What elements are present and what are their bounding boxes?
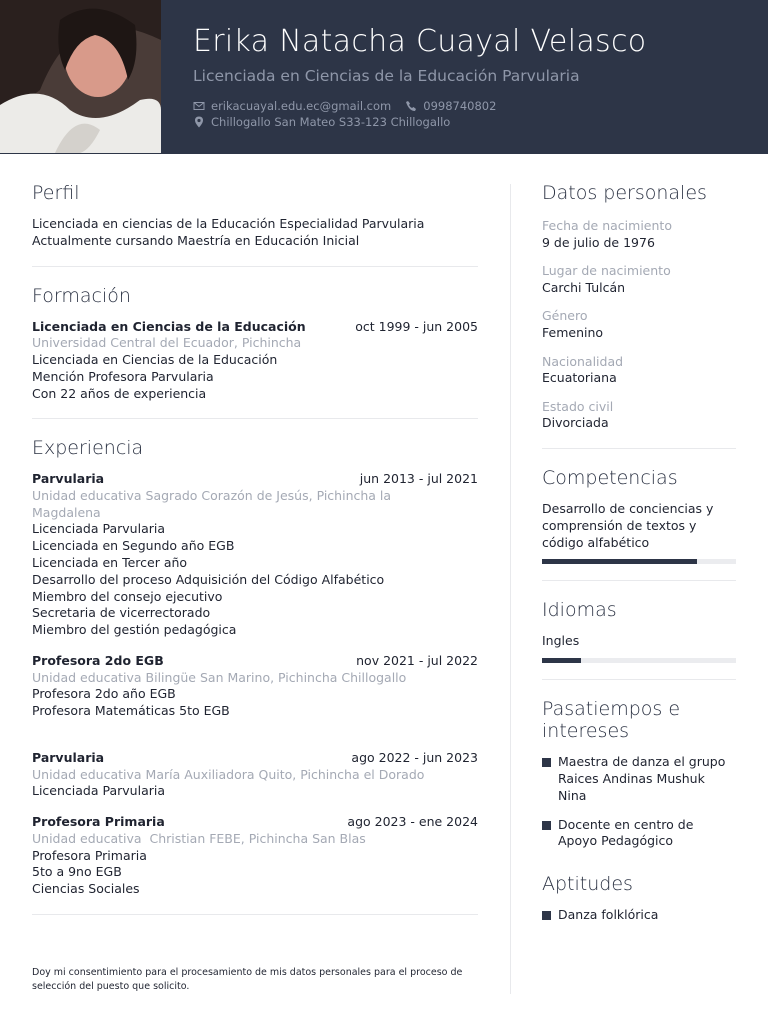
entry-line: Licenciada en Ciencias de la Educación bbox=[32, 351, 278, 367]
language-level-bar bbox=[542, 658, 736, 663]
experience-entry bbox=[32, 814, 478, 898]
divider bbox=[32, 266, 478, 267]
square-bullet-icon bbox=[542, 758, 551, 767]
entry-line: Miembro del gestión pedagógica bbox=[32, 622, 237, 638]
entry-role: Profesora Primaria bbox=[32, 814, 165, 830]
square-bullet-icon bbox=[542, 911, 551, 920]
profile-photo bbox=[0, 0, 161, 153]
experience-entry bbox=[32, 471, 478, 639]
phone-icon bbox=[405, 100, 417, 112]
entry-line: Secretaria de vicerrectorado bbox=[32, 605, 211, 621]
field-value: Femenino bbox=[542, 324, 604, 340]
divider bbox=[32, 914, 478, 915]
entry-date: ago 2022 - jun 2023 bbox=[351, 749, 478, 765]
perfil-line: Actualmente cursando Maestría en Educación Inicial bbox=[32, 232, 360, 248]
entry-role: Profesora 2do EGB bbox=[32, 652, 164, 668]
contact-row-primary bbox=[193, 99, 496, 113]
field-label: Nacionalidad bbox=[542, 353, 624, 369]
language-level-fill bbox=[542, 658, 581, 663]
section-title: Formación bbox=[32, 284, 131, 307]
pasatiempos-section bbox=[542, 698, 736, 850]
email-contact[interactable] bbox=[193, 99, 391, 113]
entry-line: Ciencias Sociales bbox=[32, 881, 140, 897]
phone-contact[interactable] bbox=[405, 99, 496, 113]
entry-line: Mención Profesora Parvularia bbox=[32, 368, 214, 384]
side-column bbox=[542, 182, 736, 936]
field-value: 9 de julio de 1976 bbox=[542, 234, 655, 250]
divider bbox=[542, 580, 736, 581]
email-text: erikacuayal.edu.ec@gmail.com bbox=[211, 99, 392, 113]
phone-text: 0998740802 bbox=[423, 99, 497, 113]
language-text: Ingles bbox=[542, 633, 580, 649]
list-item-text: Danza folklórica bbox=[558, 907, 659, 923]
entry-date: ago 2023 - ene 2024 bbox=[347, 814, 478, 830]
entry-place: Unidad educativa Bilingüe San Marino, Pichincha Chillogallo bbox=[32, 669, 407, 685]
entry-line: Miembro del consejo ejecutivo bbox=[32, 588, 223, 604]
entry-line: Licenciada en Tercer año bbox=[32, 554, 188, 570]
main-column bbox=[32, 182, 478, 933]
experience-entry bbox=[32, 750, 478, 800]
field-label: Estado civil bbox=[542, 398, 614, 414]
datos-personales-section bbox=[542, 182, 736, 432]
section-title: Competencias bbox=[542, 466, 678, 489]
section-title: Aptitudes bbox=[542, 873, 633, 896]
entry-role: Parvularia bbox=[32, 471, 105, 487]
formacion-section bbox=[32, 285, 478, 403]
divider bbox=[32, 418, 478, 419]
education-entry bbox=[32, 319, 478, 403]
list-item bbox=[542, 817, 736, 851]
list-item bbox=[542, 907, 736, 924]
experiencia-section bbox=[32, 437, 478, 898]
field-label: Lugar de nacimiento bbox=[542, 263, 671, 279]
field-value: Ecuatoriana bbox=[542, 370, 617, 386]
perfil-section bbox=[32, 182, 478, 250]
entry-line: Profesora Matemáticas 5to EGB bbox=[32, 703, 230, 719]
field-label: Fecha de nacimiento bbox=[542, 218, 672, 233]
entry-line: Licenciada Parvularia bbox=[32, 521, 165, 537]
divider bbox=[542, 448, 736, 449]
field-value: Carchi Tulcán bbox=[542, 279, 626, 295]
list-item bbox=[542, 754, 736, 804]
candidate-name: Erika Natacha Cuayal Velasco bbox=[193, 24, 647, 59]
skill-level-fill bbox=[542, 559, 697, 564]
candidate-headline: Licenciada en Ciencias de la Educación Parvularia bbox=[193, 67, 580, 85]
field-label: Género bbox=[542, 308, 588, 324]
contact-row-address bbox=[193, 115, 450, 129]
mail-icon bbox=[193, 100, 205, 112]
entry-place: Unidad educativa Christian FEBE, Pichincha San Blas bbox=[32, 830, 366, 846]
section-title: Perfil bbox=[32, 182, 80, 204]
idiomas-section bbox=[542, 599, 736, 663]
divider bbox=[542, 679, 736, 680]
aptitudes-section bbox=[542, 873, 736, 924]
entry-date: jun 2013 - jul 2021 bbox=[359, 471, 478, 487]
entry-line: Profesora Primaria bbox=[32, 847, 147, 863]
section-title: Datos personales bbox=[542, 182, 707, 204]
entry-date: oct 1999 - jun 2005 bbox=[355, 318, 478, 334]
entry-line: Con 22 años de experiencia bbox=[32, 385, 207, 401]
section-title: Idiomas bbox=[542, 599, 617, 622]
entry-line: 5to a 9no EGB bbox=[32, 864, 122, 880]
list-item-text: Docente en centro de Apoyo Pedagógico bbox=[558, 816, 694, 849]
experience-entry bbox=[32, 653, 478, 720]
entry-place: Unidad educativa María Auxiliadora Quito, Pichincha el Dorado bbox=[32, 766, 425, 782]
divider bbox=[542, 858, 736, 859]
entry-line: Profesora 2do año EGB bbox=[32, 686, 176, 702]
section-title: Experiencia bbox=[32, 437, 144, 460]
perfil-line: Licenciada en ciencias de la Educación Especialidad Parvularia bbox=[32, 216, 425, 231]
list-item-text: Maestra de danza el grupo Raices Andinas Mushuk Nina bbox=[558, 754, 726, 803]
address-contact bbox=[193, 115, 450, 129]
address-text: Chillogallo San Mateo S33-123 Chillogallo bbox=[211, 115, 451, 129]
entry-date: nov 2021 - jul 2022 bbox=[356, 652, 478, 668]
entry-line: Licenciada Parvularia bbox=[32, 783, 165, 799]
skill-level-bar bbox=[542, 559, 736, 564]
location-pin-icon bbox=[193, 116, 205, 128]
square-bullet-icon bbox=[542, 821, 551, 830]
entry-line: Licenciada en Segundo año EGB bbox=[32, 538, 235, 554]
consent-note: Doy mi consentimiento para el procesamiento de mis datos personales para el proceso de selección del puesto que solicito. bbox=[32, 967, 463, 992]
entry-place: Universidad Central del Ecuador, Pichincha bbox=[32, 335, 302, 351]
entry-role: Licenciada en Ciencias de la Educación bbox=[32, 318, 306, 334]
entry-role: Parvularia bbox=[32, 749, 105, 765]
field-value: Divorciada bbox=[542, 415, 609, 431]
resume-header bbox=[0, 0, 768, 154]
entry-line: Desarrollo del proceso Adquisición del Código Alfabético bbox=[32, 571, 385, 587]
column-divider bbox=[510, 184, 511, 994]
section-title: Pasatiempos e intereses bbox=[542, 698, 681, 743]
skill-text: Desarrollo de conciencias y comprensión de textos y código alfabético bbox=[542, 500, 714, 550]
competencias-section bbox=[542, 467, 736, 564]
entry-place: Unidad educativa Sagrado Corazón de Jesús, Pichincha la Magdalena bbox=[32, 488, 392, 520]
